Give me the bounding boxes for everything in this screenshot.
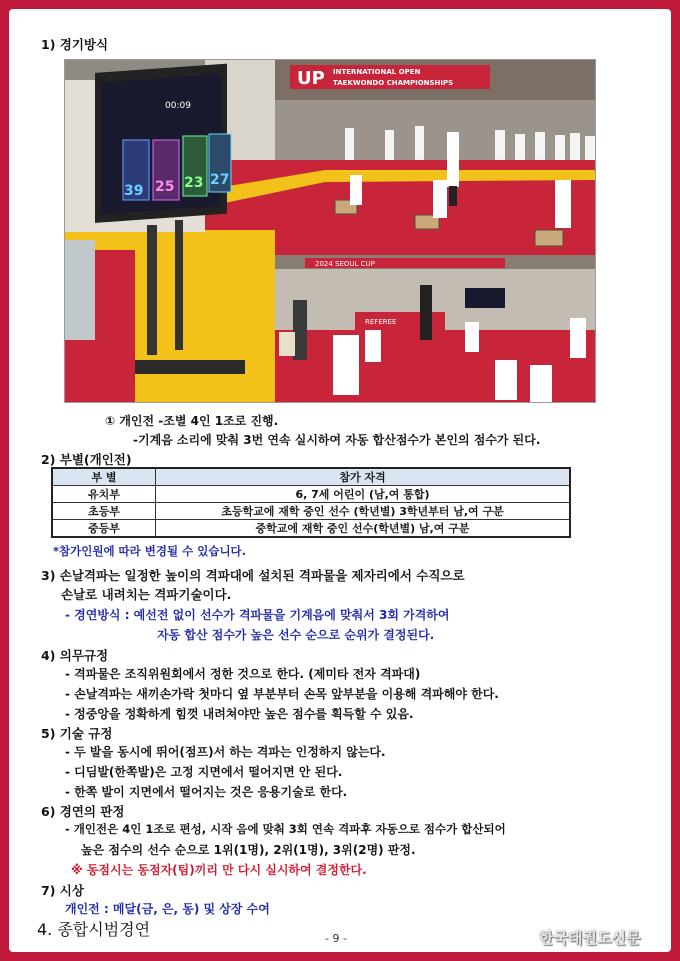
table-header: 참가 자격 <box>156 468 571 486</box>
banner-right-text-2: TAEKWONDO CHAMPIONSHIPS <box>333 79 454 87</box>
section4-title: 4) 의무규정 <box>41 648 109 663</box>
section6-tie-note: ※ 동점시는 동점자(팀)끼리 만 다시 실시하여 결정한다. <box>71 863 367 877</box>
section5-line: - 두 발을 동시에 뛰어(점프)서 하는 격파는 인정하지 않는다. <box>65 745 386 759</box>
section4-line: - 격파물은 조직위원회에서 정한 것으로 한다. (제미타 전자 격파대) <box>65 667 421 681</box>
score-1: 39 <box>124 183 144 199</box>
watermark: 한국태권도신문 <box>539 929 641 947</box>
section6-line-2: 높은 점수의 선수 순으로 1위(1명), 2위(1명), 3위(2명) 판정. <box>81 843 416 857</box>
section5-title: 5) 기술 규정 <box>41 726 113 741</box>
section4-line: - 정중앙을 정확하게 힘껏 내려쳐야만 높은 점수를 획득할 수 있음. <box>65 707 414 721</box>
section7-award-line: 개인전 : 메달(금, 은, 동) 및 상장 수여 <box>65 902 270 916</box>
banner-left-text: UP <box>297 68 325 89</box>
section3-method-line: - 경연방식 : 예선전 없이 선수가 격파물을 기계음에 맞춰서 3회 가격하여 <box>65 608 450 622</box>
section3-line-1: 3) 손날격파는 일정한 높이의 격파대에 설치된 격파물을 제자리에서 수직으로 <box>41 568 465 583</box>
section6-line-1: - 개인전은 4인 1조로 편성, 시작 음에 맞춰 3회 연속 격파후 자동으로 점수가 합산되어 <box>65 822 506 836</box>
document-page <box>9 9 671 952</box>
table-cell: 초등학교에 재학 중인 선수 (학년별) 3학년부터 남,여 구분 <box>156 503 571 520</box>
table-row <box>52 520 570 538</box>
table-cell: 유치부 <box>52 486 156 503</box>
competition-photo <box>64 59 596 403</box>
section3-method-line-2: 자동 합산 점수가 높은 선수 순으로 순위가 결정된다. <box>157 628 435 642</box>
division-note: *참가인원에 따라 변경될 수 있습니다. <box>53 544 247 558</box>
section2-title: 2) 부별(개인전) <box>41 452 132 467</box>
table-cell: 초등부 <box>52 503 156 520</box>
item-line-2: -기계음 소리에 맞춰 3번 연속 실시하여 자동 합산점수가 본인의 점수가 된다. <box>133 433 541 447</box>
table-cell: 중학교에 재학 중인 선수(학년별) 남,여 구분 <box>156 520 571 538</box>
section6-title: 6) 경연의 판정 <box>41 804 125 819</box>
screen-timer: 00:09 <box>165 101 191 111</box>
item-line-1: ① 개인전 -조별 4인 1조로 진행. <box>105 414 279 428</box>
table-header-row <box>52 468 570 486</box>
table-cell: 중등부 <box>52 520 156 538</box>
section4-line: - 손날격파는 새끼손가락 첫마디 옆 부분부터 손목 앞부분을 이용해 격파해야 한다. <box>65 687 499 701</box>
section7-title: 7) 시상 <box>41 883 84 898</box>
lower-banner-text: 2024 SEOUL CUP <box>315 260 375 268</box>
section5-line: - 한쪽 발이 지면에서 떨어지는 것은 응용기술로 한다. <box>65 785 348 799</box>
section3-line-2: 손날로 내려치는 격파기술이다. <box>61 587 232 602</box>
section5-line: - 디딤발(한쪽발)은 고정 지면에서 떨어지면 안 된다. <box>65 765 343 779</box>
banner-right-text-1: INTERNATIONAL OPEN <box>333 68 421 76</box>
section8-title: 4. 종합시범경연 <box>37 920 151 939</box>
table-row <box>52 486 570 503</box>
table-cell: 6, 7세 어린이 (남,여 통합) <box>156 486 571 503</box>
score-4: 27 <box>210 172 230 188</box>
page-number: - 9 - <box>325 932 347 945</box>
score-2: 25 <box>155 179 175 195</box>
table-row <box>52 503 570 520</box>
lower-banner-text-2: REFEREE <box>365 318 397 326</box>
score-3: 23 <box>184 175 204 191</box>
table-header: 부 별 <box>52 468 156 486</box>
division-table <box>51 467 571 538</box>
section1-title: 1) 경기방식 <box>41 37 109 52</box>
